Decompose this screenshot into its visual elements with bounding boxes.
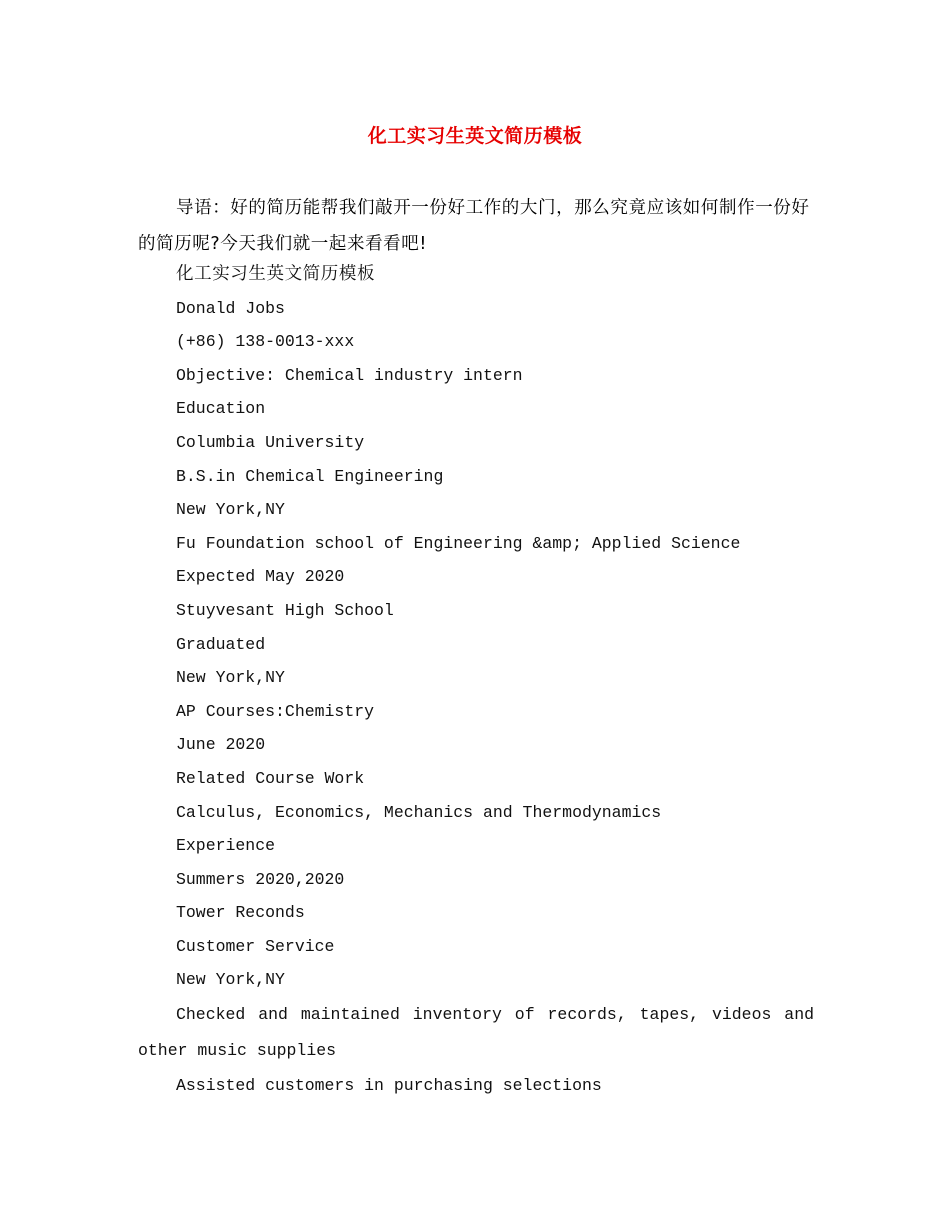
location-line: New York,NY	[176, 970, 285, 990]
duty-line: Checked and maintained inventory of records, tapes, videos and other music supplies	[138, 1005, 814, 1061]
expected-date: Expected May 2020	[176, 567, 345, 587]
phone-number: (+86) 138-0013-xxx	[176, 332, 355, 352]
school-high-school: Stuyvesant High School	[176, 600, 394, 620]
graduated-line: Graduated	[176, 634, 266, 654]
location-line: New York,NY	[176, 668, 285, 688]
job-title-line: Customer Service	[176, 936, 335, 956]
employer-line: Tower Reconds	[176, 903, 305, 923]
resume-body	[138, 258, 814, 1103]
school-university: Columbia University	[176, 432, 365, 452]
objective-line: Objective: Chemical industry intern	[176, 365, 523, 385]
intro-paragraph: 导语：好的简历能帮我们敲开一份好工作的大门，那么究竟应该如何制作一份好的简历呢?今天我们就一起来看看吧!	[138, 198, 810, 254]
document-title: 化工实习生英文简历模板	[367, 125, 583, 147]
course-list: Calculus, Economics, Mechanics and Thermodynamics	[176, 802, 662, 822]
degree-line: B.S.in Chemical Engineering	[176, 466, 444, 486]
school-faculty: Fu Foundation school of Engineering &amp; Applied Science	[176, 533, 741, 553]
candidate-name: Donald Jobs	[176, 298, 285, 318]
section-related-course-work: Related Course Work	[176, 768, 365, 788]
resume-heading: 化工实习生英文简历模板	[176, 264, 376, 284]
experience-dates: Summers 2020,2020	[176, 869, 345, 889]
section-education: Education	[176, 399, 266, 419]
ap-courses-line: AP Courses:Chemistry	[176, 701, 375, 721]
location-line: New York,NY	[176, 500, 285, 520]
section-experience: Experience	[176, 836, 276, 856]
date-line: June 2020	[176, 735, 266, 755]
duty-line: Assisted customers in purchasing selections	[176, 1076, 602, 1096]
